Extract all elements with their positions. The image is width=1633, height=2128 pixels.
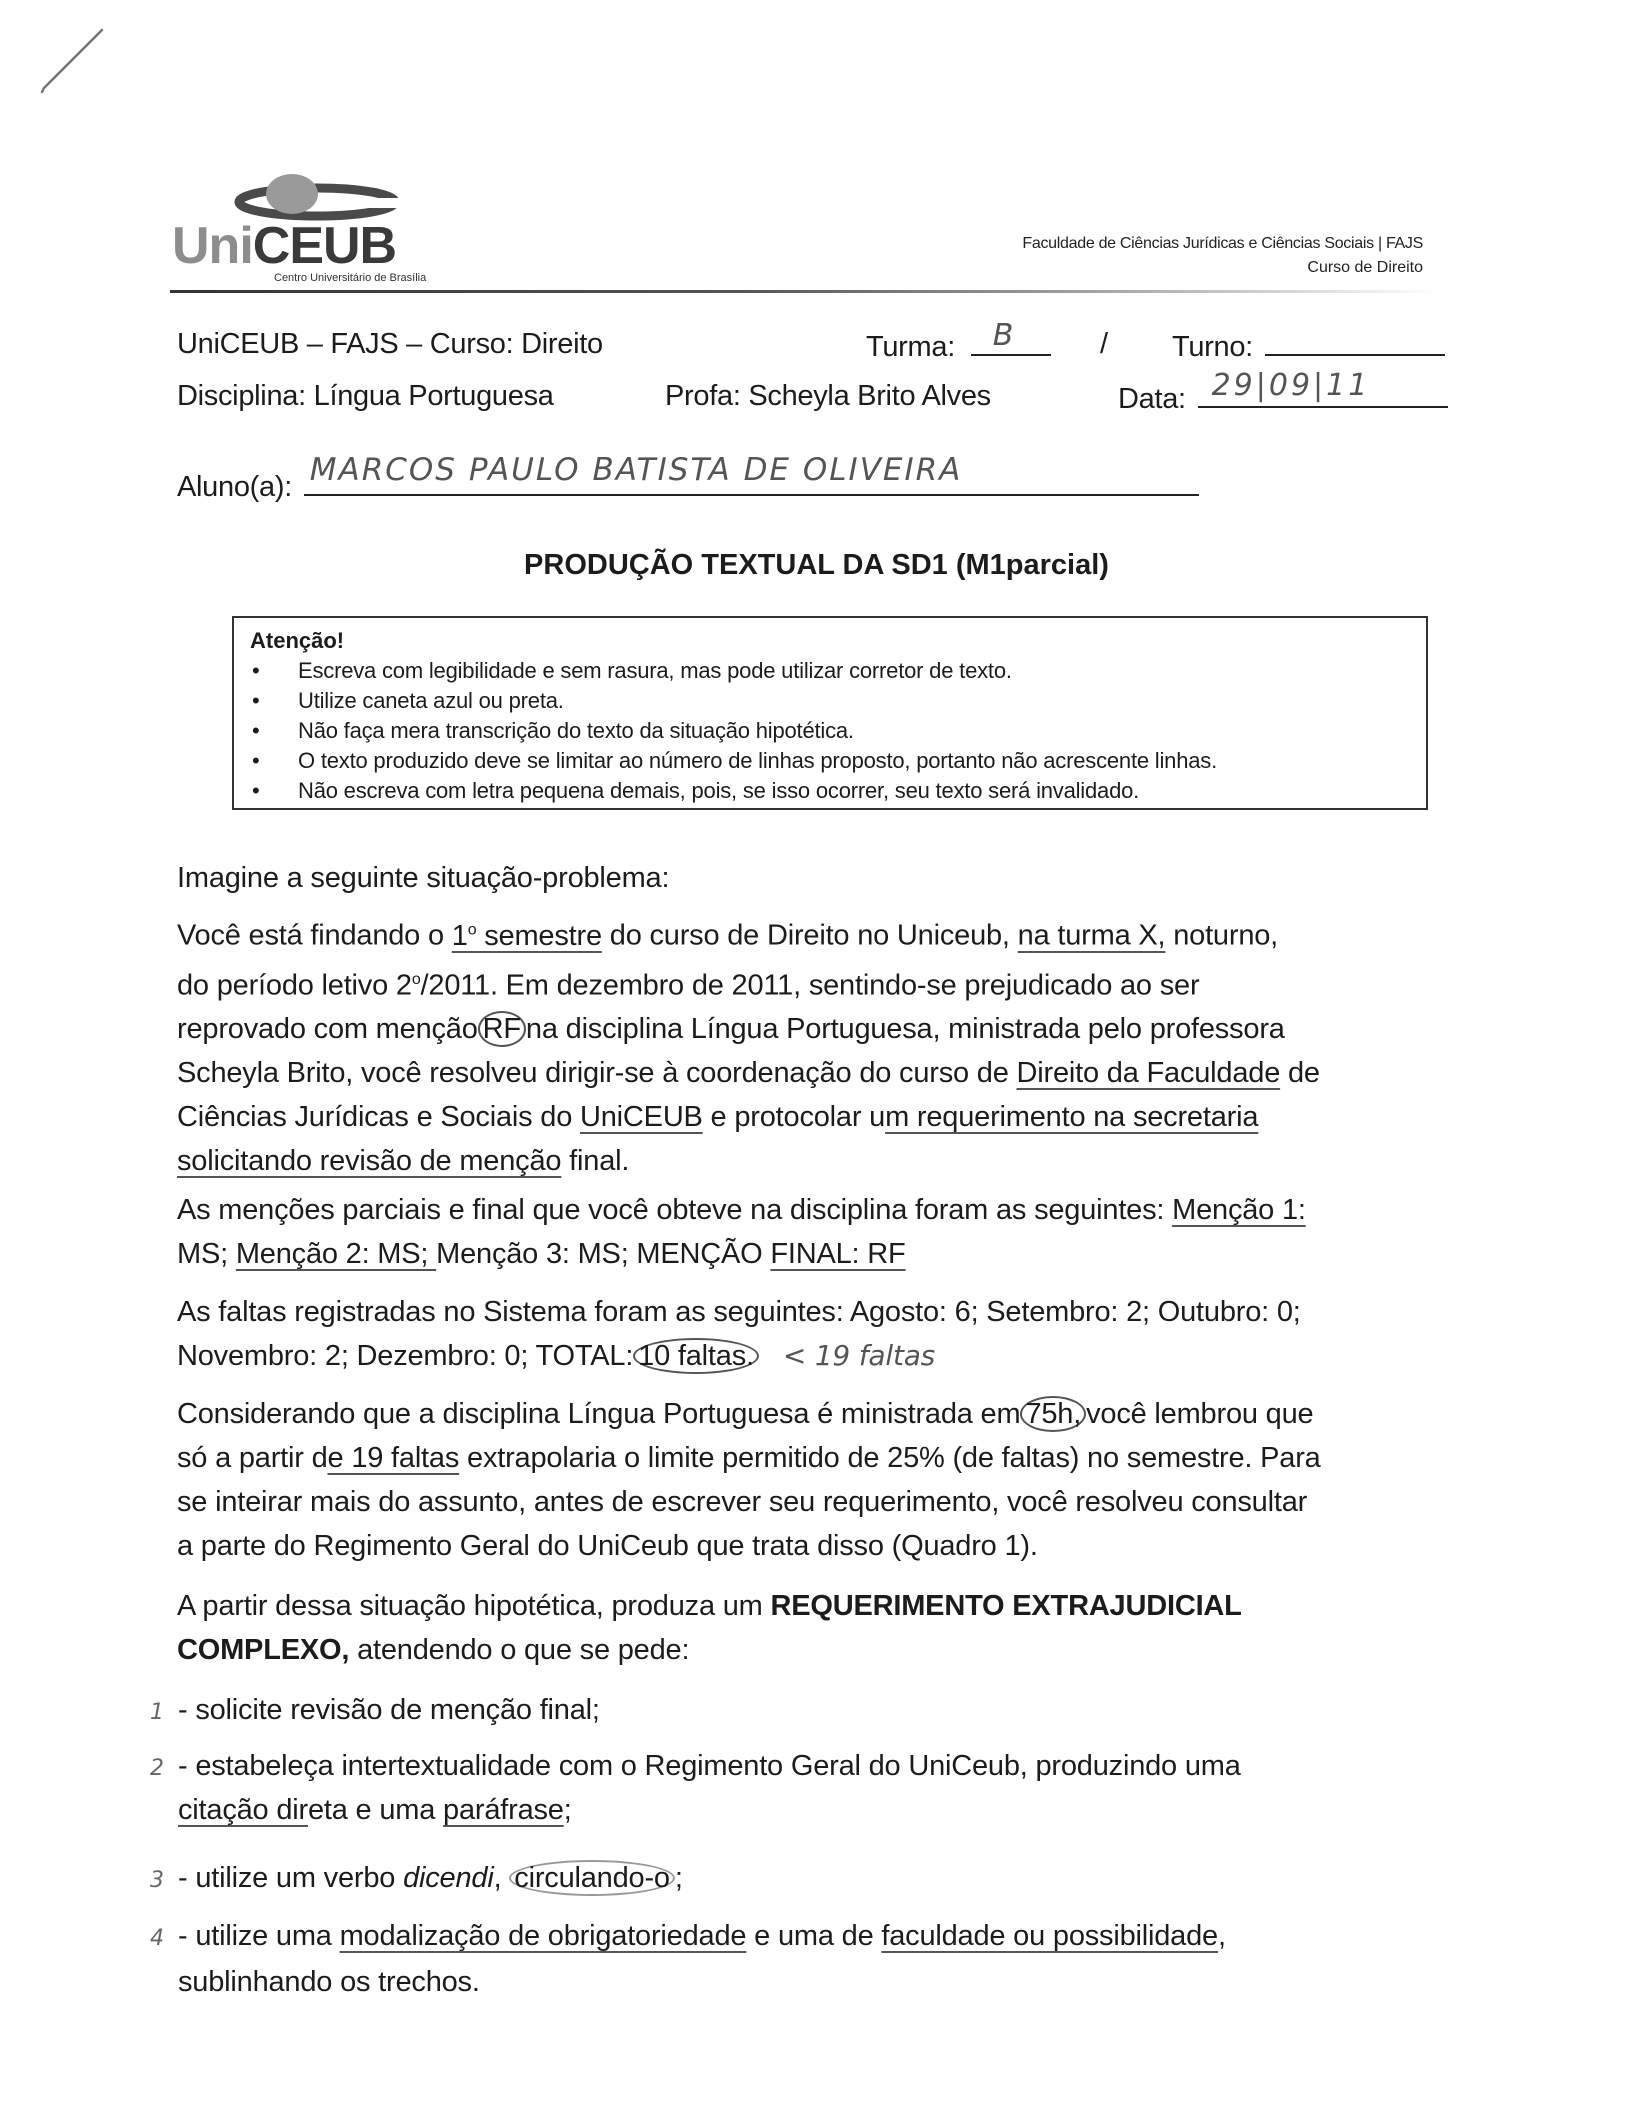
faculty-header <box>1022 232 1423 280</box>
annotated-underline: citação dir <box>178 1794 308 1826</box>
attention-item: • Não escreva com letra pequena demais, pois, se isso ocorrer, seu texto será invalidado. <box>250 776 1410 806</box>
student-name-input[interactable]: MARCOS PAULO BATISTA DE OLIVEIRA <box>304 468 1199 496</box>
annotated-circle: circulando-o <box>509 1860 675 1896</box>
task-item-3: 3 - utilize um verbo dicendi, circulando-o ; <box>150 1862 683 1894</box>
annotated-underline: na turma X, <box>1017 919 1166 952</box>
date-field <box>1118 368 1448 416</box>
institution-line: UniCEUB – FAJS – Curso: Direito <box>177 328 603 360</box>
task-item-2-continued: citação direta e uma paráfrase; <box>178 1794 572 1826</box>
handwritten-number: 1 <box>150 1700 164 1725</box>
grades-paragraph: As menções parciais e final que você obteve na disciplina foram as seguintes: Menção 1: MS; Menção 2: MS; Menção 3: MS; MENÇÃO FINAL: RF <box>177 1194 1306 1270</box>
logo-wordmark: UniCEUB <box>172 217 397 275</box>
handwritten-number: 3 <box>150 1868 164 1893</box>
student-field <box>177 452 1199 504</box>
annotated-underline: Menção 1: <box>1172 1194 1306 1226</box>
situation-paragraph: Você está findando o 1$^o$ semestre do curso de Direito no Uniceub, na turma X, noturno, do período letivo 2$^o$/2011. Em dezembro de 2011, sentindo-se prejudicado ao ser reprovado com menção RF na disciplina Língua Portuguesa, ministrada pelo professora Scheyla Brito, você resolveu dirigir-se à coordenação do curso de Direito da Faculdade de Ciências Jurídicas e Sociais do UniCEUB e protocolar um requerimento na secretaria solicitando revisão de menção final. <box>177 919 1320 1178</box>
instruction-paragraph: A partir dessa situação hipotética, produza um REQUERIMENTO EXTRAJUDICIAL COMPLEXO, atendendo o que se pede: <box>177 1590 1242 1666</box>
course-name: Curso de Direito <box>1307 259 1423 276</box>
attention-list <box>250 656 1410 806</box>
annotated-underline: 1$^o$ semestre <box>451 919 602 952</box>
task-item-2: 2 - estabeleça intertextualidade com o Regimento Geral do UniCeub, produzindo uma <box>150 1750 1241 1782</box>
professor-line: Profa: Scheyla Brito Alves <box>665 380 991 412</box>
annotated-underline: Direito da Faculdade <box>1016 1057 1281 1090</box>
annotated-underline: faculdade ou possibilidade <box>881 1920 1218 1952</box>
attention-item: • Utilize caneta azul ou preta. <box>250 686 1410 716</box>
pen-stroke-mark <box>0 0 150 120</box>
annotated-underline: FINAL: RF <box>770 1238 906 1270</box>
attention-heading: Atenção! <box>250 628 345 653</box>
annotated-underline: solicitando revisão de menção <box>177 1145 562 1178</box>
turma-separator: / <box>1100 328 1108 360</box>
handwritten-note: < 19 faltas <box>782 1339 936 1372</box>
annotated-underline: paráfrase <box>443 1794 564 1826</box>
header-divider <box>170 290 1440 293</box>
turma-field <box>866 318 1051 364</box>
annotated-circle: RF <box>478 1011 526 1047</box>
handwritten-number: 2 <box>150 1756 164 1781</box>
turma-input[interactable]: B <box>971 328 1051 356</box>
logo-subtitle: Centro Universitário de Brasília <box>274 272 427 284</box>
annotated-circle: 10 faltas. <box>633 1338 759 1374</box>
attention-item: • Não faça mera transcrição do texto da situação hipotética. <box>250 716 1410 746</box>
hours-paragraph: Considerando que a disciplina Língua Portuguesa é ministrada em 75h, você lembrou que só a partir de 19 faltas extrapolaria o limite permitido de 25% (de faltas) no semestre. Para se inteirar mais do assunto, antes de escrever seu requerimento, você resolveu consultar a parte do Regimento Geral do UniCeub que trata disso (Quadro 1). <box>177 1398 1321 1562</box>
annotated-circle: 75h, <box>1020 1396 1086 1432</box>
disciplina-line: Disciplina: Língua Portuguesa <box>177 380 554 412</box>
faculty-name: Faculdade de Ciências Jurídicas e Ciências Sociais | FAJS <box>1022 235 1423 252</box>
handwritten-number: 4 <box>150 1926 164 1951</box>
annotated-underline: UniCEUB <box>580 1101 703 1134</box>
annotated-underline: Menção 2: MS; <box>235 1238 437 1270</box>
task-item-1: 1 - solicite revisão de menção final; <box>150 1694 600 1726</box>
task-item-4: 4 - utilize uma modalização de obrigatoriedade e uma de faculdade ou possibilidade, <box>150 1920 1226 1952</box>
attention-box <box>232 616 1428 810</box>
attention-item: • O texto produzido deve se limitar ao número de linhas proposto, portanto não acrescente linhas. <box>250 746 1410 776</box>
page-title: PRODUÇÃO TEXTUAL DA SD1 (M1parcial) <box>524 549 1109 581</box>
turno-field <box>1172 328 1445 364</box>
annotated-underline: e 19 faltas <box>327 1442 460 1474</box>
annotated-underline: m requerimento na secretaria <box>885 1101 1259 1134</box>
intro-text: Imagine a seguinte situação-problema: <box>177 862 670 894</box>
date-label: Data: <box>1118 383 1186 415</box>
student-label: Aluno(a): <box>177 471 292 503</box>
date-input[interactable]: 29|09|11 <box>1198 380 1448 408</box>
turma-label: Turma: <box>866 331 955 363</box>
absences-paragraph: As faltas registradas no Sistema foram as seguintes: Agosto: 6; Setembro: 2; Outubro: 0; Novembro: 2; Dezembro: 0; TOTAL: 10 faltas. < 19 faltas <box>177 1296 1301 1372</box>
annotated-underline: modalização de obrigatoriedade <box>339 1920 747 1952</box>
turno-label: Turno: <box>1172 331 1253 363</box>
uniceub-logo <box>172 172 452 282</box>
turno-input[interactable] <box>1265 328 1445 356</box>
attention-item: • Escreva com legibilidade e sem rasura, mas pode utilizar corretor de texto. <box>250 656 1410 686</box>
task-item-4-continued: sublinhando os trechos. <box>178 1966 480 1998</box>
